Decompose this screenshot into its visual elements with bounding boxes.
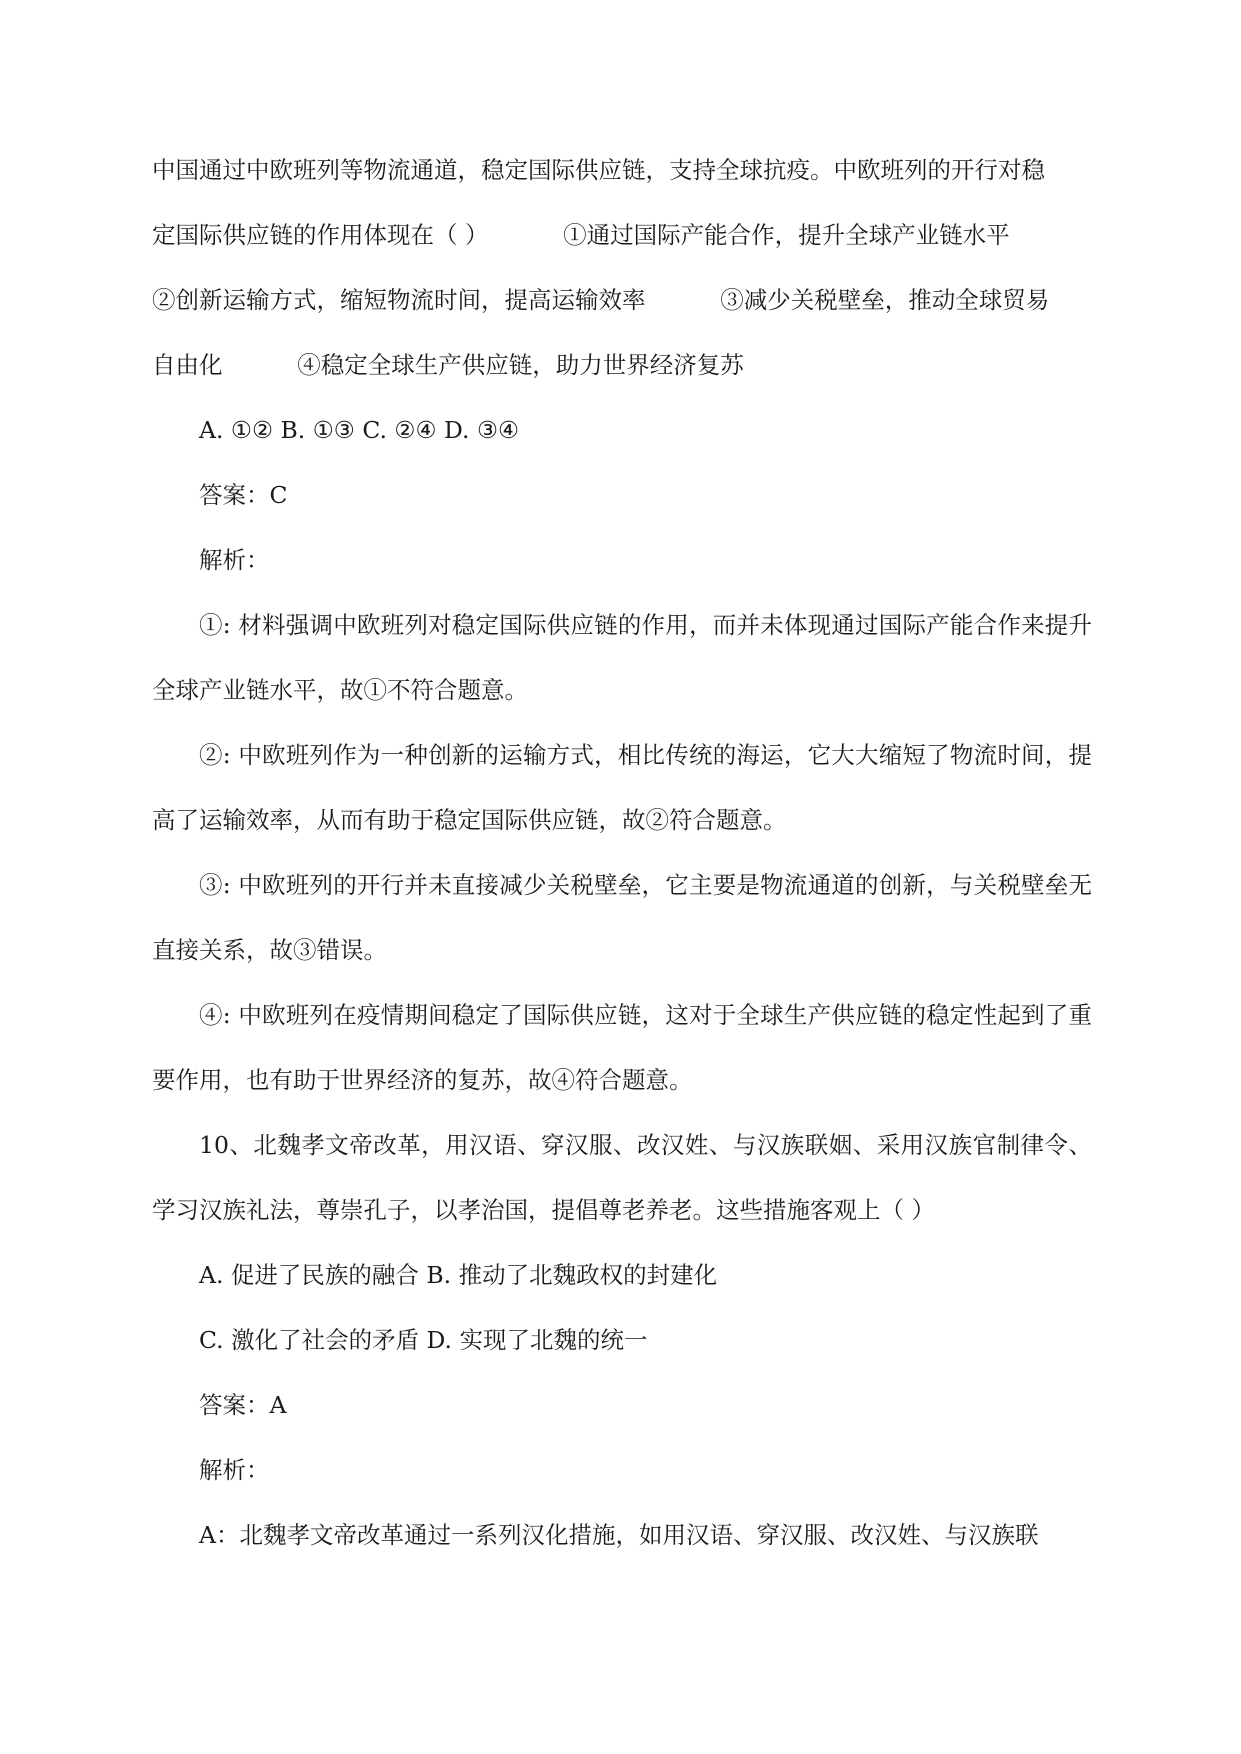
question-9-analysis-item-4: ④: 中欧班列在疫情期间稳定了国际供应链，这对于全球生产供应链的稳定性起到了重要作用，也有助于世界经济的复苏，故④符合题意。: [152, 1001, 1092, 1094]
question-9-answer: 答案：C: [199, 481, 288, 509]
question-9-analysis-item-1: ①: 材料强调中欧班列对稳定国际供应链的作用，而并未体现通过国际产能合作来提升全球产业链水平，故①不符合题意。: [152, 611, 1092, 704]
question-9-stem: [152, 138, 1092, 398]
question-9-analysis-item-3: ③: 中欧班列的开行并未直接减少关税壁垒，它主要是物流通道的创新，与关税壁垒无直接关系，故③错误。: [152, 871, 1092, 964]
question-9-stem-line: 定国际供应链的作用体现在（ ） ①通过国际产能合作，提升全球产业链水平: [152, 221, 1010, 249]
question-10-stem: 10、北魏孝文帝改革，用汉语、穿汉服、改汉姓、与汉族联姻、采用汉族官制律令、学习汉族礼法，尊崇孔子，以孝治国，提倡尊老养老。这些措施客观上（ ）: [152, 1131, 1092, 1224]
question-9-options: A. ①② B. ①③ C. ②④ D. ③④: [199, 416, 520, 444]
question-9-stem-line: 中国通过中欧班列等物流通道，稳定国际供应链，支持全球抗疫。中欧班列的开行对稳: [152, 156, 1045, 184]
document-body: [152, 138, 1092, 1568]
question-10-answer: 答案：A: [199, 1391, 287, 1419]
question-10-options-line-2: C. 激化了社会的矛盾 D. 实现了北魏的统一: [199, 1326, 648, 1354]
question-10-options-line-1: A. 促进了民族的融合 B. 推动了北魏政权的封建化: [199, 1261, 718, 1289]
question-9-analysis-item-2: ②: 中欧班列作为一种创新的运输方式，相比传统的海运，它大大缩短了物流时间，提高了运输效率，从而有助于稳定国际供应链，故②符合题意。: [152, 741, 1092, 834]
question-9-analysis-label: 解析：: [199, 546, 270, 574]
question-9-stem-line: ②创新运输方式，缩短物流时间，提高运输效率 ③减少关税壁垒，推动全球贸易: [152, 286, 1050, 314]
question-10-analysis-label: 解析：: [199, 1456, 270, 1484]
question-9-stem-line: 自由化 ④稳定全球生产供应链，助力世界经济复苏: [152, 351, 744, 379]
question-10-analysis-item-a: A：北魏孝文帝改革通过一系列汉化措施，如用汉语、穿汉服、改汉姓、与汉族联: [199, 1521, 1039, 1549]
